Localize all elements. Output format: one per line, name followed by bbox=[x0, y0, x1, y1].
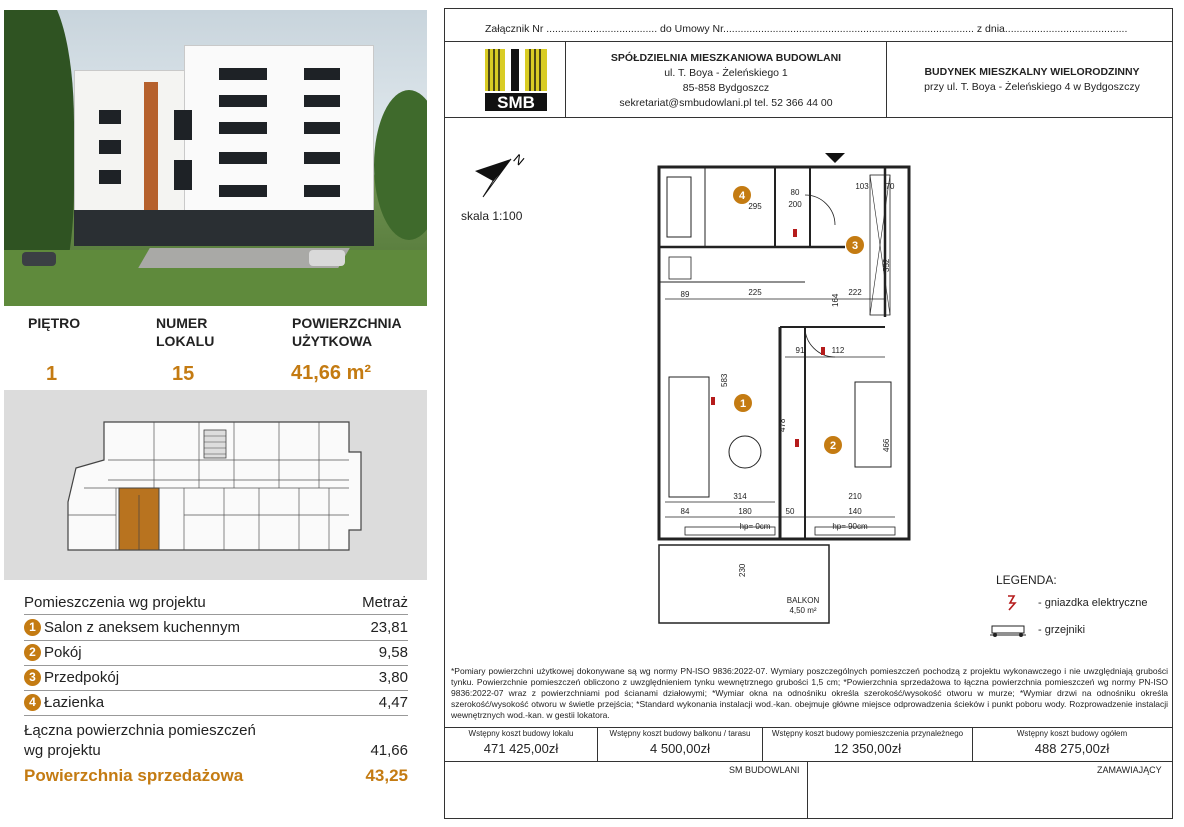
svg-text:478: 478 bbox=[778, 418, 787, 432]
floor-value: 1 bbox=[46, 363, 58, 385]
svg-text:N: N bbox=[510, 150, 527, 169]
svg-text:SMB: SMB bbox=[497, 93, 535, 112]
svg-text:210: 210 bbox=[848, 492, 862, 501]
svg-text:3: 3 bbox=[851, 240, 859, 252]
plan-sheet bbox=[444, 8, 1173, 819]
svg-text:103: 103 bbox=[855, 182, 869, 191]
svg-text:225: 225 bbox=[748, 288, 762, 297]
svg-text:hp= 0cm: hp= 0cm bbox=[739, 522, 771, 531]
svg-text:112: 112 bbox=[831, 346, 845, 355]
svg-text:2: 2 bbox=[829, 440, 837, 452]
footnote: *Pomiary powierzchni użytkowej dokonywane są wg normy PN-ISO 9836:2022-07. Wymiary poszczególnych pomieszczeń pochodzą z projektu wykonawczego i nie uwzględniają grubości tynku. Powierzchnie pomieszczeń obliczono z uwzględnieniem tynku wewnętrznego grubości 1,5 cm; *Powierzchnia sprzedażowa to łączna powierzchnia pomieszczeń wg normy PN-ISO 9836:2022-07 wraz z powierzchniami pod ścianami działowymi; *Wymiar okna na odnośniku określa szerokość/wysokość otworu w murze; *Wymiar drzwi na odnośniku określa szerokość/wysokość otworu w świetle przejścia; *Standard wykonania instalacji wod.-kan. obejmuje główne miejsce odprowadzenia ścieków i punkt poboru wody. Rozprowadzenie instalacji wewnętrznych wod.-kan. w gestii lokatora. bbox=[451, 666, 1168, 720]
svg-text:80: 80 bbox=[790, 188, 800, 197]
svg-text:222: 222 bbox=[848, 288, 862, 297]
svg-text:BALKON: BALKON bbox=[786, 596, 820, 605]
svg-text:91: 91 bbox=[795, 346, 805, 355]
svg-text:295: 295 bbox=[748, 202, 762, 211]
unit-summary bbox=[4, 306, 427, 390]
legend-title: LEGENDA: bbox=[996, 573, 1057, 587]
legend-socket-label: - gniazdka elektryczne bbox=[1038, 597, 1148, 609]
attachment-line: Załącznik Nr ...................................... do Umowy Nr...................................................................................... z dnia.......................................... bbox=[485, 23, 1128, 35]
area-label: POWIERZCHNIA UŻYTKOWA bbox=[292, 315, 402, 349]
svg-text:89: 89 bbox=[680, 290, 690, 299]
svg-text:4,50 m²: 4,50 m² bbox=[789, 606, 817, 615]
svg-text:50: 50 bbox=[785, 507, 795, 516]
north-arrow-icon bbox=[471, 147, 527, 203]
sign-left: SM BUDOWLANI bbox=[729, 765, 800, 775]
total-label: Łączna powierzchnia pomieszczeń bbox=[24, 722, 256, 739]
svg-text:4: 4 bbox=[738, 190, 746, 202]
unit-value: 15 bbox=[172, 363, 195, 385]
radiator-icon bbox=[988, 622, 1028, 638]
area-value: 41,66 m² bbox=[291, 362, 372, 384]
svg-text:140: 140 bbox=[848, 507, 862, 516]
scale-label: skala 1:100 bbox=[461, 209, 523, 223]
svg-text:314: 314 bbox=[733, 492, 747, 501]
svg-text:466: 466 bbox=[882, 438, 891, 452]
sales-area-row: Powierzchnia sprzedażowa 43,25 bbox=[24, 766, 408, 785]
offer-card-left bbox=[4, 10, 427, 822]
svg-text:200: 200 bbox=[788, 200, 802, 209]
floor-key-plan bbox=[4, 390, 427, 580]
cost-cell: Wstępny koszt budowy balkonu / tarasu 4 500,00zł bbox=[609, 729, 751, 756]
legend-radiator-label: - grzejniki bbox=[1038, 624, 1086, 636]
socket-icon bbox=[1005, 594, 1019, 612]
cost-cell: Wstępny koszt budowy lokalu 471 425,00zł bbox=[468, 729, 574, 756]
key-plan-drawing bbox=[4, 390, 427, 580]
svg-text:164: 164 bbox=[831, 293, 840, 307]
rooms-header: Pomieszczenia wg projektu Metraż bbox=[24, 594, 408, 611]
floor-plan bbox=[645, 147, 935, 627]
unit-label: NUMER LOKALU bbox=[156, 315, 215, 349]
list-item: 3 Przedpokój 3,80 bbox=[24, 669, 408, 686]
building-rendering bbox=[4, 10, 427, 306]
sign-right: ZAMAWIAJĄCY bbox=[1097, 765, 1162, 775]
svg-text:70: 70 bbox=[885, 182, 895, 191]
smb-logo bbox=[483, 47, 551, 113]
list-item: 1 Salon z aneksem kuchennym 23,81 bbox=[24, 619, 408, 636]
total-row: wg projektu 41,66 bbox=[24, 742, 408, 759]
svg-text:84: 84 bbox=[680, 507, 690, 516]
room-list bbox=[4, 580, 427, 822]
svg-text:180: 180 bbox=[738, 507, 752, 516]
company-info: SPÓŁDZIELNIA MIESZKANIOWA BUDOWLANI ul. T. Boya - Żeleńskiego 1 85-858 Bydgoszcz sekretariat@smbudowlani.pl tel. 52 366 44 00 bbox=[610, 52, 842, 109]
cost-cell: Wstępny koszt budowy pomieszczenia przynależnego 12 350,00zł bbox=[771, 729, 964, 756]
cost-cell: Wstępny koszt budowy ogółem 488 275,00zł bbox=[1016, 729, 1128, 756]
svg-text:hp= 90cm: hp= 90cm bbox=[832, 522, 868, 531]
floor-label: PIĘTRO bbox=[28, 315, 81, 331]
svg-text:583: 583 bbox=[720, 373, 729, 387]
svg-text:230: 230 bbox=[738, 563, 747, 577]
list-item: 4 Łazienka 4,47 bbox=[24, 694, 408, 711]
list-item: 2 Pokój 9,58 bbox=[24, 644, 408, 661]
building-info: BUDYNEK MIESZKALNY WIELORODZINNY przy ul. T. Boya - Żeleńskiego 4 w Bydgoszczy bbox=[924, 66, 1140, 93]
svg-text:352: 352 bbox=[882, 258, 891, 272]
svg-text:1: 1 bbox=[739, 398, 747, 410]
